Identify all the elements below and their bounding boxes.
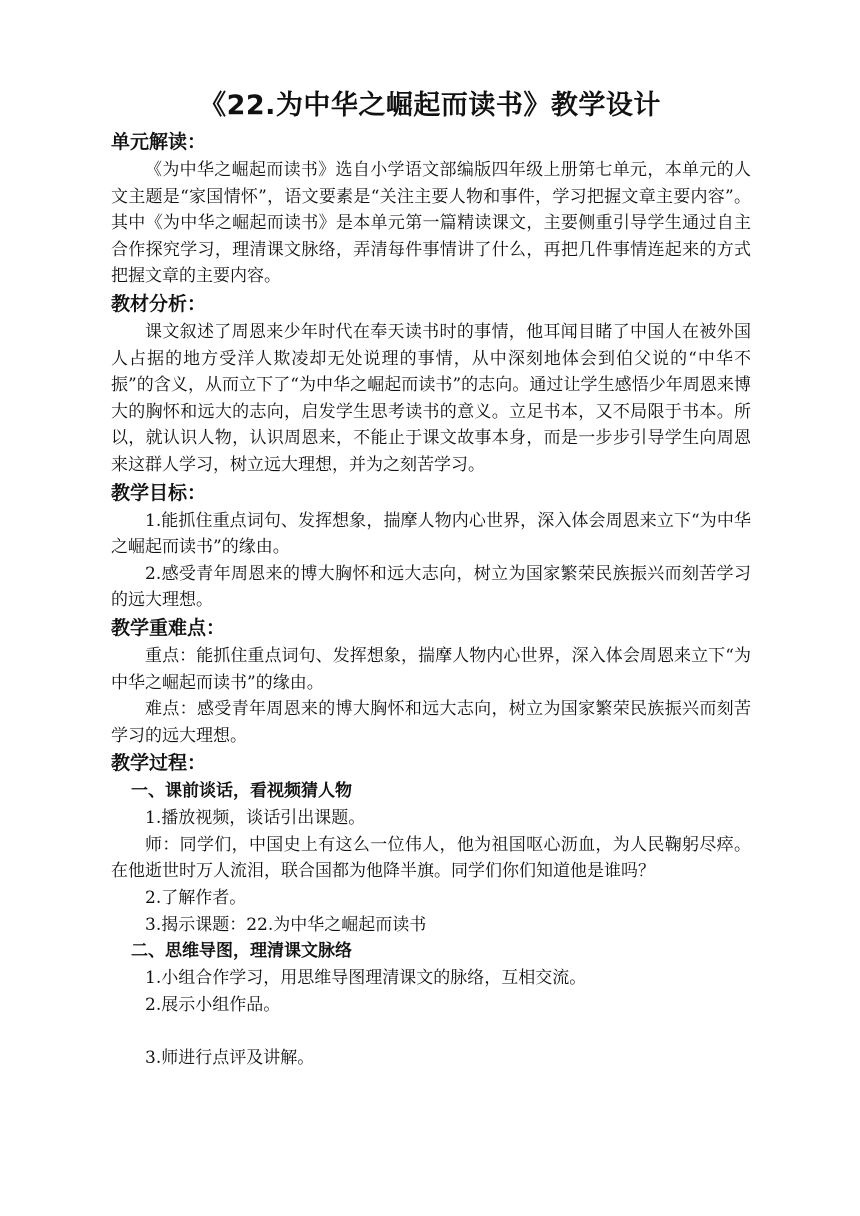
material-paragraph: 课文叙述了周恩来少年时代在奉天读书时的事情，他耳闻目睹了中国人在被外国人占据的地方受洋人欺凌却无处说理的事情，从中深刻地体会到伯父说的“中华不振”的含义，从而立下了“为中华之崛起而读书”的志向。通过让学生感悟少年周恩来博大的胸怀和远大的志向，启发学生思考读书的意义。立足书本，又不局限于书本。所以，就认识人物，认识周恩来，不能止于课文故事本身，而是一步步引导学生向周恩来这群人学习，树立远大理想，并为之刻苦学习。 <box>111 321 751 475</box>
process-part2-step-3: 3.师进行点评及讲解。 <box>145 1048 315 1069</box>
keypoint-focus: 重点：能抓住重点词句、发挥想象，揣摩人物内心世界，深入体会周恩来立下“为中华之崛起而读书”的缘由。 <box>111 645 751 693</box>
process-part1-teacher-talk: 师：同学们，中国史上有这么一位伟人，他为祖国呕心沥血，为人民鞠躬尽瘁。在他逝世时万人流泪，联合国都为他降半旗。同学们你们知道他是谁吗？ <box>111 834 751 882</box>
document-body <box>111 128 751 1072</box>
keypoint-difficulty: 难点：感受青年周恩来的博大胸怀和远大志向，树立为国家繁荣民族振兴而刻苦学习的远大理想。 <box>111 699 751 746</box>
goal-item-2: 2.感受青年周恩来的博大胸怀和远大志向，树立为国家繁荣民族振兴而刻苦学习的远大理想。 <box>111 563 751 611</box>
section-heading-goals: 教学目标： <box>111 481 207 504</box>
document-title: 《22.为中华之崛起而读书》教学设计 <box>199 90 661 121</box>
section-heading-material: 教材分析： <box>111 292 207 315</box>
goal-item-1: 1.能抓住重点词句、发挥想象，揣摩人物内心世界，深入体会周恩来立下“为中华之崛起而读书”的缘由。 <box>111 510 751 558</box>
section-heading-keypoints: 教学重难点： <box>111 616 226 639</box>
process-part2-step-2: 2.展示小组作品。 <box>145 994 281 1015</box>
blank-line <box>111 1018 751 1045</box>
process-part1-step-1: 1.播放视频，谈话引出课题。 <box>145 808 366 829</box>
section-heading-unit: 单元解读： <box>111 131 207 153</box>
process-part1-step-3: 3.揭示课题：22.为中华之崛起而读书 <box>145 914 427 935</box>
section-heading-process: 教学过程： <box>111 752 207 775</box>
process-part2-step-1: 1.小组合作学习，用思维导图理清课文的脉络，互相交流。 <box>145 968 587 989</box>
process-part1-heading: 一、课前谈话，看视频猜人物 <box>131 781 352 802</box>
process-part2-heading: 二、思维导图，理清课文脉络 <box>131 941 352 962</box>
process-part1-step-2: 2.了解作者。 <box>145 888 247 909</box>
unit-paragraph: 《为中华之崛起而读书》选自小学语文部编版四年级上册第七单元，本单元的人文主题是“家国情怀”，语文要素是“关注主要人物和事件，学习把握文章主要内容”。其中《为中华之崛起而读书》是本单元第一篇精读课文，主要侧重引导学生通过自主合作探究学习，理清课文脉络，弄清每件事情讲了什么，再把几件事情连起来的方式把握文章的主要内容。 <box>111 160 751 287</box>
